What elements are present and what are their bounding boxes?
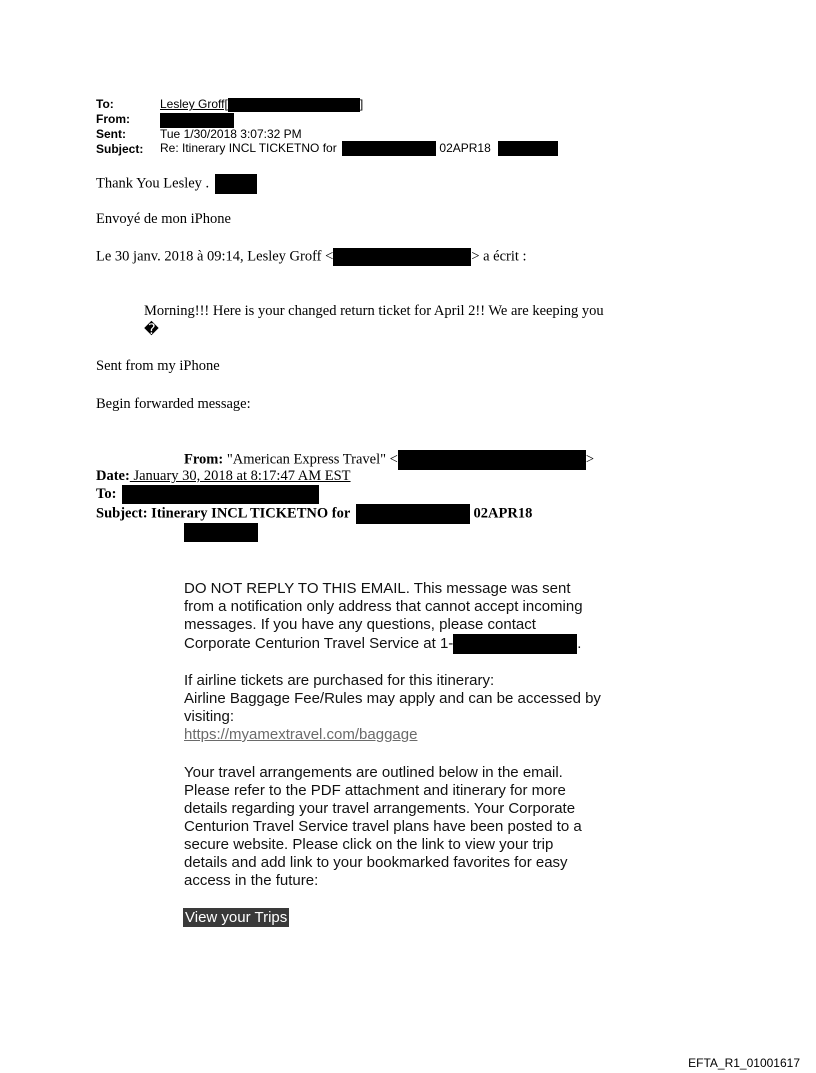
sent-from: Sent from my iPhone	[96, 358, 220, 374]
notice-paragraph	[184, 580, 583, 654]
arrangements-line: secure website. Please click on the link to view your trip	[184, 836, 554, 853]
redaction	[228, 98, 360, 112]
redaction	[398, 450, 586, 470]
fwd-to-line	[96, 485, 319, 504]
quoted-glyph: �	[144, 322, 159, 338]
fwd-subject-line	[96, 504, 532, 524]
begin-forwarded: Begin forwarded message:	[96, 396, 251, 412]
notice-line-phone	[184, 634, 583, 654]
to-value	[160, 97, 363, 112]
subject-text: Re: Itinerary INCL TICKETNO for	[160, 141, 337, 155]
notice-line: DO NOT REPLY TO THIS EMAIL. This message was sent	[184, 580, 571, 597]
to-close: ]	[359, 97, 364, 111]
sent-value: Tue 1/30/2018 3:07:32 PM	[160, 127, 302, 141]
fwd-from-close: >	[585, 451, 595, 468]
fwd-date-line	[96, 468, 351, 485]
arrangements-line: access in the future:	[184, 872, 319, 889]
fwd-date-value: January 30, 2018 at 8:17:47 AM EST	[129, 468, 351, 484]
baggage-line: Airline Baggage Fee/Rules may apply and can be accessed by	[184, 690, 601, 707]
thanks-line	[96, 174, 257, 194]
thanks-text: Thank You Lesley .	[96, 175, 210, 192]
view-trips-button[interactable]: View your Trips	[185, 909, 288, 926]
redaction	[184, 523, 258, 542]
subject-label: Subject:	[96, 142, 144, 156]
fwd-from-label: From:	[184, 451, 224, 468]
to-name: Lesley Groff[	[160, 97, 228, 111]
redaction	[333, 248, 471, 266]
redaction	[356, 504, 470, 524]
notice-line: messages. If you have any questions, please contact	[184, 616, 536, 633]
quote-intro-end: > a écrit :	[471, 248, 527, 265]
subject-date: 02APR18	[439, 141, 491, 155]
to-label: To:	[96, 97, 114, 111]
baggage-paragraph	[184, 672, 601, 744]
bates-number: EFTA_R1_01001617	[688, 1056, 800, 1070]
phone-text: Corporate Centurion Travel Service at 1-	[184, 634, 454, 652]
fwd-to-label: To:	[96, 485, 117, 502]
quote-intro	[96, 248, 527, 266]
phone-end: .	[577, 634, 582, 652]
subject-value	[160, 141, 558, 156]
quote-intro-start: Le 30 janv. 2018 à 09:14, Lesley Groff <	[96, 248, 334, 265]
from-label: From:	[96, 112, 130, 126]
fwd-date-label: Date:	[96, 468, 130, 484]
arrangements-line: Please refer to the PDF attachment and itinerary for more	[184, 782, 566, 799]
arrangements-line: details and add link to your bookmarked favorites for easy	[184, 854, 568, 871]
quoted-message: Morning!!! Here is your changed return ticket for April 2!! We are keeping you	[144, 303, 604, 319]
fwd-subject-label: Subject: Itinerary INCL TICKETNO for	[96, 505, 351, 522]
baggage-line: visiting:	[184, 708, 235, 725]
arrangements-line: Centurion Travel Service travel plans have been posted to a	[184, 818, 582, 835]
fwd-from-value: "American Express Travel" <	[223, 451, 398, 468]
baggage-line: If airline tickets are purchased for this itinerary:	[184, 672, 495, 689]
fwd-subject-date: 02APR18	[473, 505, 533, 522]
redaction	[122, 485, 319, 504]
redaction	[342, 141, 436, 156]
notice-line: from a notification only address that cannot accept incoming	[184, 598, 583, 615]
baggage-link[interactable]: https://myamextravel.com/baggage	[184, 726, 418, 743]
redaction	[453, 634, 577, 654]
fwd-subject-wrap	[184, 523, 258, 542]
redaction	[215, 174, 257, 194]
sent-label: Sent:	[96, 127, 126, 141]
view-trips-wrap	[183, 909, 289, 927]
arrangements-line: Your travel arrangements are outlined below in the email.	[184, 764, 563, 781]
arrangements-paragraph	[184, 764, 582, 890]
fwd-from-line	[184, 450, 594, 470]
arrangements-line: details regarding your travel arrangements. Your Corporate	[184, 800, 576, 817]
signature: Envoyé de mon iPhone	[96, 211, 231, 227]
redaction	[498, 141, 558, 156]
redaction	[160, 113, 234, 128]
